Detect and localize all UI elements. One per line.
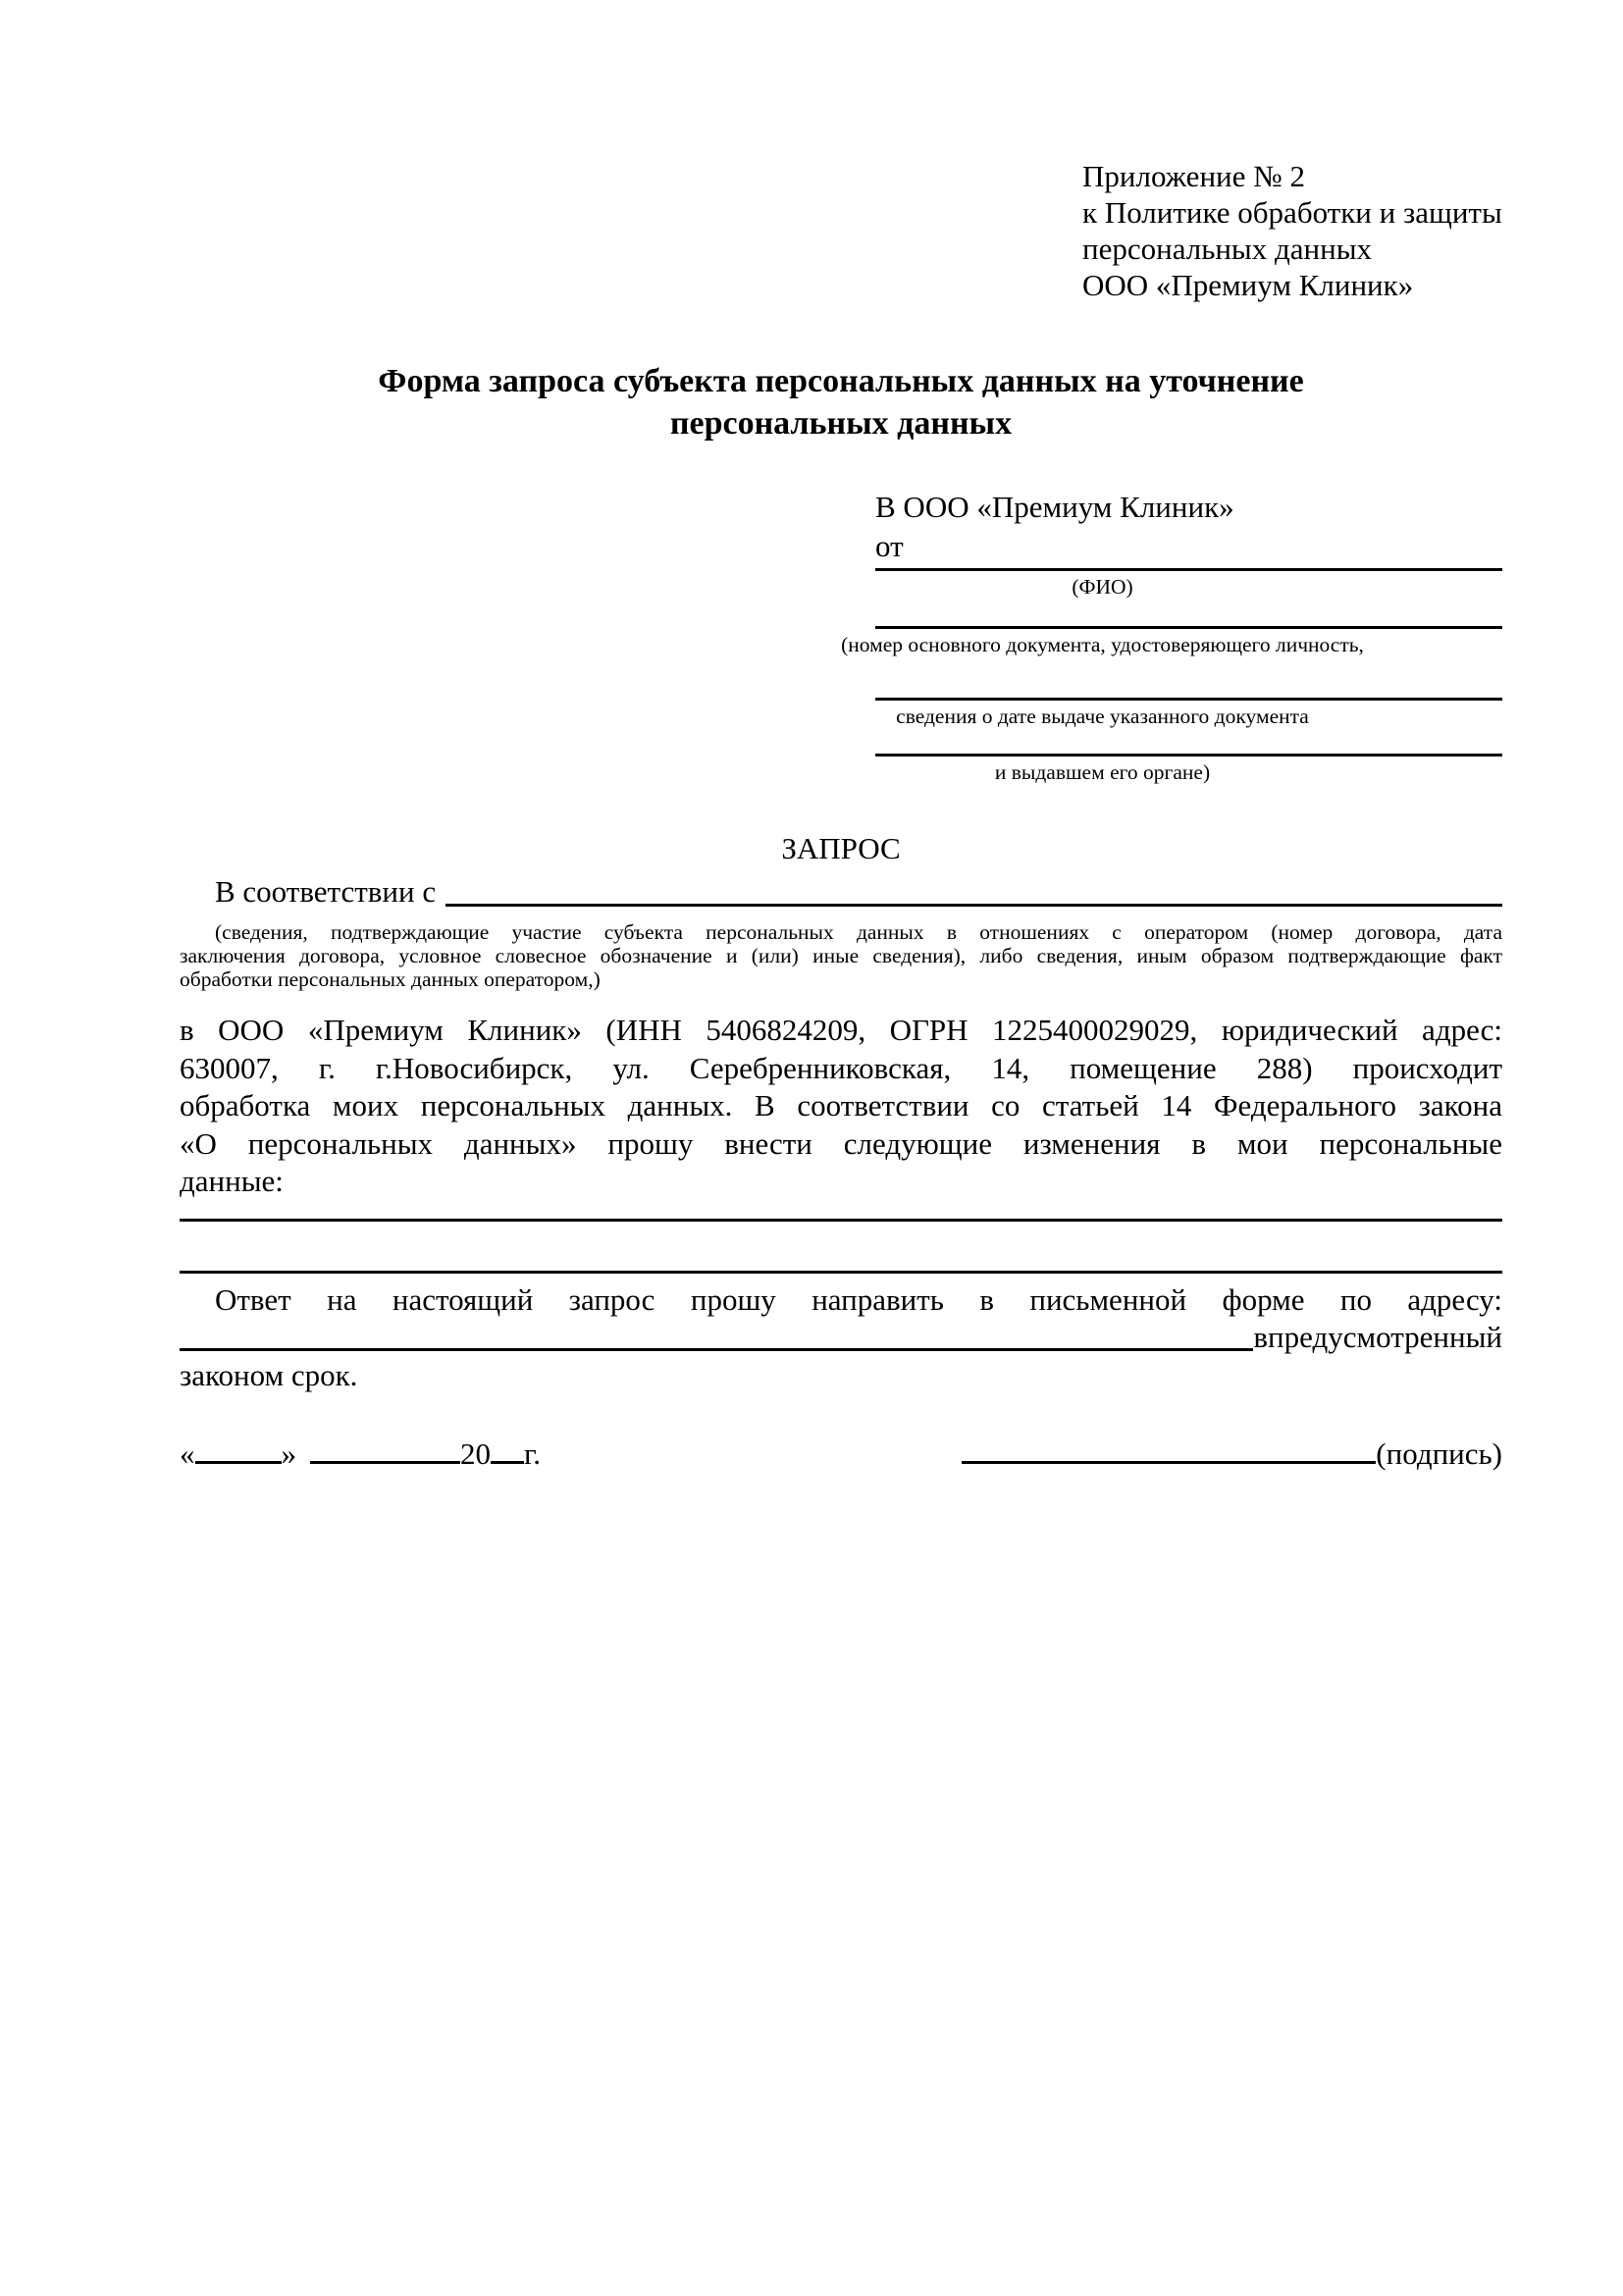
- appendix-header-line: персональных данных: [1082, 232, 1373, 266]
- page-title: [180, 360, 1502, 444]
- signature-group: [962, 1435, 1502, 1473]
- appendix-header: [1082, 158, 1502, 303]
- appendix-header-line: ООО «Премиум Клиник»: [1082, 268, 1414, 302]
- signature-blank-line: [962, 1461, 1376, 1464]
- basis-blank-line: [445, 904, 1502, 907]
- date-signature-row: [180, 1435, 1502, 1473]
- request-body-line: в ООО «Премиум Клиник» (ИНН 5406824209, ОГРН 1225400029029, юридический адрес:: [180, 1013, 1502, 1047]
- reply-closing-line: законом срок.: [180, 1357, 358, 1392]
- page-title-line: персональных данных: [669, 405, 1013, 442]
- address-blank-line: [180, 1348, 1253, 1351]
- reply-address-row: [180, 1319, 1502, 1357]
- request-body-line: обработка моих персональных данных. В соответствии со статьей 14 Федерального закона: [180, 1088, 1502, 1122]
- date-year-suffix: г.: [524, 1436, 541, 1471]
- reply-word: предусмотренный: [1268, 1320, 1502, 1354]
- basis-note-line: заключения договора, условное словесное обозначение и (или) иные сведения), либо сведения, иным образом подтверждающие факт: [180, 944, 1502, 967]
- fio-caption: (ФИО): [1072, 575, 1133, 599]
- addressee-from-label: от: [875, 529, 904, 563]
- date-open-quote: «: [180, 1436, 195, 1471]
- basis-note: [180, 920, 1502, 991]
- addressee-block: [841, 488, 1502, 788]
- appendix-header-line: к Политике обработки и защиты: [1082, 195, 1502, 230]
- request-body: [180, 1012, 1502, 1201]
- request-body-line: 630007, г. г.Новосибирск, ул. Серебренниковская, 14, помещение 288) происходит: [180, 1050, 1502, 1085]
- page-content: [180, 158, 1502, 1473]
- date-close-quote: »: [281, 1436, 296, 1471]
- reply-address-sentence: Ответ на настоящий запрос прошу направить в письменной форме по адресу:: [215, 1281, 1502, 1317]
- appendix-header-line: Приложение № 2: [1082, 159, 1305, 193]
- basis-note-line: обработки персональных данных оператором,): [180, 967, 601, 991]
- month-blank-line: [310, 1461, 460, 1464]
- signature-caption: (подпись): [1376, 1436, 1502, 1471]
- date-year-prefix: 20: [460, 1436, 491, 1471]
- request-heading: ЗАПРОС: [781, 831, 901, 865]
- page-title-line: Форма запроса субъекта персональных данных на уточнение: [378, 363, 1304, 399]
- addressee-to: В ООО «Премиум Клиник»: [875, 490, 1234, 524]
- issue-date-caption: сведения о дате выдаче указанного документа: [896, 704, 1309, 728]
- changes-blank-line-2: [180, 1222, 1502, 1274]
- changes-blank-line-1: [180, 1201, 1502, 1222]
- issue-date-blank-line: [875, 660, 1502, 701]
- request-body-line: данные:: [180, 1164, 284, 1198]
- reply-word: в: [1253, 1320, 1269, 1354]
- issuing-authority-blank-line: [875, 732, 1502, 757]
- issuing-authority-caption: и выдавшем его органе): [994, 760, 1211, 784]
- date-line: [180, 1435, 541, 1473]
- request-body-line: «О персональных данных» прошу внести следующие изменения в мои персональные: [180, 1125, 1502, 1161]
- basis-prefix: В соответствии с: [215, 874, 437, 909]
- document-number-blank-line: [875, 602, 1502, 629]
- year-blank-line: [491, 1461, 524, 1464]
- basis-row: [180, 872, 1502, 912]
- basis-note-line: (сведения, подтверждающие участие субъекта персональных данных в отношениях с оператором (номер договора, дата: [215, 920, 1502, 944]
- day-blank-line: [195, 1461, 282, 1464]
- document-number-caption: (номер основного документа, удостоверяющего личность,: [841, 633, 1364, 656]
